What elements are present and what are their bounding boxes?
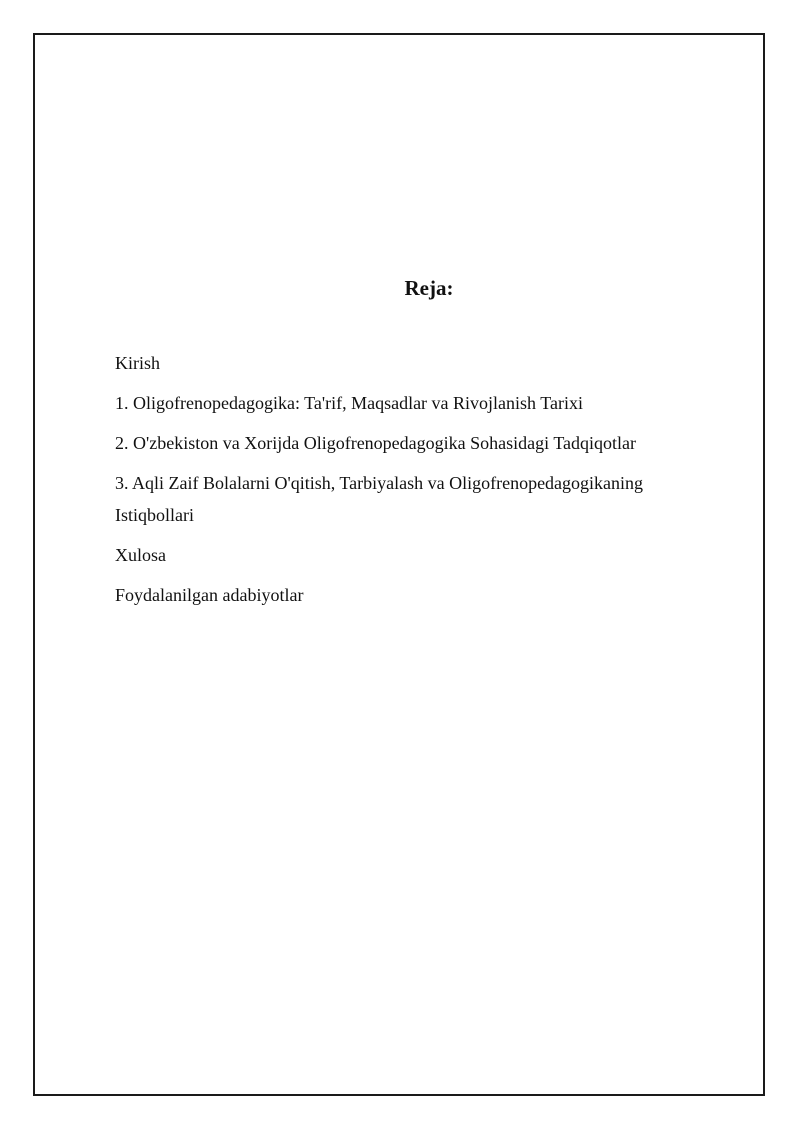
- plan-item-introduction: Kirish: [115, 353, 160, 373]
- plan-list: [115, 347, 695, 619]
- plan-item-chapter-1: 1. Oligofrenopedagogika: Ta'rif, Maqsadlar va Rivojlanish Tarixi: [115, 393, 583, 413]
- plan-item-chapter-2: 2. O'zbekiston va Xorijda Oligofrenopedagogika Sohasidagi Tadqiqotlar: [115, 433, 637, 453]
- plan-item-chapter-3: 3. Aqli Zaif Bolalarni O'qitish, Tarbiyalash va Oligofrenopedagogikaning Istiqbollari: [115, 473, 644, 525]
- plan-item-references: Foydalanilgan adabiyotlar: [115, 585, 304, 605]
- plan-item-conclusion: Xulosa: [115, 545, 166, 565]
- plan-title: Reja:: [404, 276, 454, 300]
